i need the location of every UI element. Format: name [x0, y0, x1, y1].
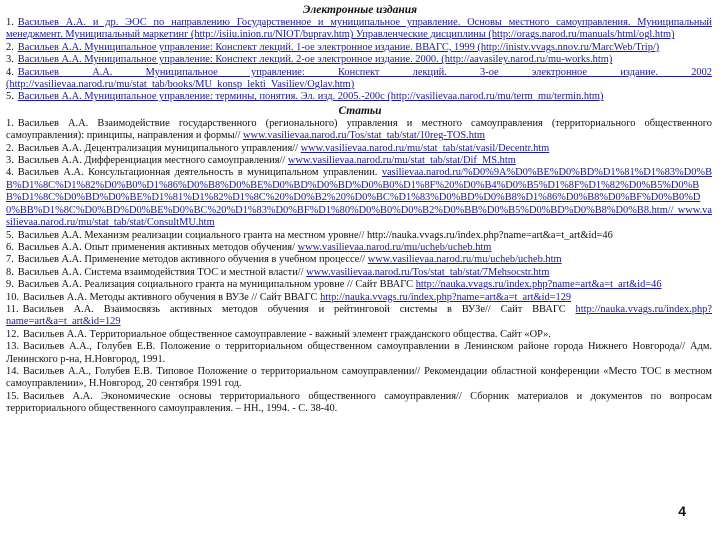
item-number: 3.: [6, 54, 14, 66]
item-number: 11.: [6, 303, 19, 315]
item-number: 9.: [6, 279, 14, 291]
item-number: 5.: [6, 91, 14, 103]
item-text[interactable]: Васильев А.А. Муниципальное управление: Конспект лекций. 2-ое электронное издание. 2000. (http://aavasiley.narod.ru/mu-works.htm): [17, 54, 613, 66]
item-link[interactable]: www.vasilievaa.narod.ru/mu/stat_tab/stat/vasil/Decentr.htm: [300, 142, 550, 154]
item-number: 14.: [6, 365, 19, 377]
item-text: Васильев А.А. Методы активного обучения в ВУЗе // Сайт ВВАГС: [23, 291, 321, 303]
list-item: [0, 118, 720, 143]
page-number: 4: [678, 502, 686, 519]
item-text: Васильев А.А., Голубев Е.В. Типовое Положение о территориальном самоуправлении// Рекомендации областной конференции «Место ТОС в местном самоуправлении», Н.Новгород, 20 сентября 1991 год.: [6, 365, 712, 390]
item-link[interactable]: http://nauka.vvags.ru/index.php?name=art&a=t_art&id=129: [6, 303, 712, 328]
item-text: Васильев А.А., Голубев Е.В. Положение о территориальном общественном самоуправлении в Ленинском районе города Нижнего Новгорода// Адм. Ленинского р-на, Н.Новгород, 1991.: [6, 341, 712, 365]
list-item: [0, 279, 720, 291]
item-text: Васильев А.А. Реализация социального гранта на муниципальном уровне // Сайт ВВАГС: [17, 279, 416, 291]
heading-electronic-editions: Электронные издания: [302, 4, 418, 16]
list-item: [0, 366, 720, 391]
item-text: Васильев А.А. Применение методов активного обучения в учебном процессе//: [17, 254, 368, 266]
item-text: Васильев А.А. Дифференциация местного самоуправления//: [17, 155, 288, 167]
item-link[interactable]: vasilievaa.narod.ru/%D0%9A%D0%BE%D0%BD%D1%81%D1%83%D0%BB%D1%8C%D1%82%D0%B0%D1%86%D0%B8%D0%BE%D0%BD%D0%BD%D0%B0%D1%8F%20%D0%B4%D0%B5%D1%8F%D1%82%D0%B5%D0%BB%D1%8C%D0%BD%D0%BE%D1%81%D1%82%D1%8C%20%D0%B2%20%D0%BC%D1%83%D0%BD%D0%B8%D1%86%D0%B8%D0%BF%D0%B0%D0%BB%D1%8C%D0%BD%D0%BE%D0%BC%20%D1%83%D0%BF%D1%80%D0%B0%D0%B2%D0%BB%D0%B5%D0%BD%D0%B8%D0%B8.htm: [6, 167, 712, 216]
item-number: 4.: [6, 167, 14, 179]
list-item: [0, 143, 720, 155]
list-item: [0, 329, 720, 341]
item-link[interactable]: www.vasilievaa.narod.ru/mu/ucheb/ucheb.htm: [297, 241, 492, 253]
electronic-editions-list: [0, 17, 720, 104]
list-item: [0, 17, 720, 42]
item-number: 1.: [6, 17, 14, 28]
item-number: 3.: [6, 155, 14, 167]
item-link[interactable]: www.vasilievaa.narod.ru/mu/stat_tab/stat/Dif_MS.htm: [287, 155, 516, 167]
list-item: [0, 230, 720, 242]
list-item: [0, 292, 720, 304]
list-item: [0, 304, 720, 329]
item-text[interactable]: Васильев А.А. Муниципальное управление: Конспект лекций. 3-ое электронное издание. 2002 (http://vasilievaa.narod.ru/mu/stat_tab/books/MU_konsp_lekti_Vasiliev/Oglav.htm): [6, 66, 712, 91]
item-link-secondary[interactable]: // www.vasilievaa.narod.ru/mu/stat_tab/stat/ConsultMU.htm: [6, 204, 712, 229]
item-link[interactable]: http://nauka.vvags.ru/index.php?name=art&a=t_art&id=46: [415, 279, 662, 291]
item-text: Васильев А.А. Опыт применения активных методов обучения/: [17, 241, 298, 253]
list-item: [0, 42, 720, 54]
articles-list: [0, 118, 720, 416]
list-item: [0, 54, 720, 66]
list-item: [0, 67, 720, 92]
item-text: Васильев А.А. Взаимодействие государственного (регионального) управления и местного самоуправления (территориального общественного самоуправления): принципы, направления и формы//: [6, 117, 712, 142]
item-text[interactable]: Васильев А.А. Муниципальное управление: термины, понятия. Эл. изд. 2005.-200с (http://vasilievaa.narod.ru/mu/term_mu/termin.htm): [17, 91, 604, 103]
item-number: 13.: [6, 341, 19, 353]
item-text: Васильев А.А. Территориальное общественное самоуправление - важный элемент гражданского общества. Сайт «ОР».: [23, 328, 551, 340]
item-number: 15.: [6, 390, 19, 402]
list-item: [0, 155, 720, 167]
item-number: 7.: [6, 254, 14, 266]
item-number: 2.: [6, 41, 14, 53]
item-link[interactable]: http://nauka.vvags.ru/index.php?name=art&a=t_art&id=129: [320, 291, 572, 303]
item-number: 12.: [6, 328, 19, 340]
item-text: Васильев А.А. Экономические основы территориального общественного самоуправления// Сборник материалов и документов по вопросам территориального общественного самоуправления. – НН., 1994. - С. 38-40.: [6, 390, 712, 415]
item-text: Васильев А.А. Децентрализация муниципального управления//: [17, 142, 301, 154]
item-number: 2.: [6, 142, 14, 154]
list-item: [0, 341, 720, 366]
item-link[interactable]: www.vasilievaa.narod.ru/Tos/stat_tab/stat/7Mehsocstr.htm: [306, 266, 550, 278]
item-text[interactable]: Васильев А.А. и др. ЭОС по направлению Государственное и муниципальное управление. Основы местного самоуправления. Муниципальный менеджмент. Муниципальный маркетинг (http://isiiu.inion.ru/NIOT/buprav.htm) Управленческие дисциплины (http://orags.narod.ru/manuals/html/ogl.htm): [6, 17, 712, 41]
list-item: [0, 91, 720, 103]
list-item: [0, 242, 720, 254]
item-link[interactable]: www.vasilievaa.narod.ru/Tos/stat_tab/stat/10reg-TOS.htm: [242, 130, 485, 142]
item-text: Васильев А.А. Система взаимодействия ТОС и местной власти//: [17, 266, 307, 278]
item-number: 10.: [6, 291, 19, 303]
item-text: Васильев А.А. Механизм реализации социального гранта на местном уровне// http://nauka.vvags.ru/index.php?name=art&a=t_art&id=46: [17, 229, 613, 241]
item-number: 6.: [6, 241, 14, 253]
item-number: 1.: [6, 117, 14, 129]
item-link[interactable]: www.vasilievaa.narod.ru/mu/ucheb/ucheb.htm: [367, 254, 562, 266]
item-text: Васильев А.А. Взаимосвязь активных методов обучения и рейтинговой системы в ВУЗе// Сайт ВВАГС: [22, 303, 576, 315]
item-number: 4.: [6, 66, 14, 78]
list-item: [0, 391, 720, 416]
list-item: [0, 254, 720, 266]
list-item: [0, 167, 720, 229]
item-number: 5.: [6, 229, 14, 241]
list-item: [0, 267, 720, 279]
item-number: 8.: [6, 266, 14, 278]
item-text: Васильев А.А. Консультационная деятельность в муниципальном управлении.: [17, 167, 382, 179]
heading-articles: Статьи: [338, 104, 382, 117]
item-text[interactable]: Васильев А.А. Муниципальное управление: Конспект лекций. 1-ое электронное издание. ВВАГС, 1999 (http://inistv.vvags.nnov.ru/MarcWeb/Trip/): [17, 41, 660, 53]
